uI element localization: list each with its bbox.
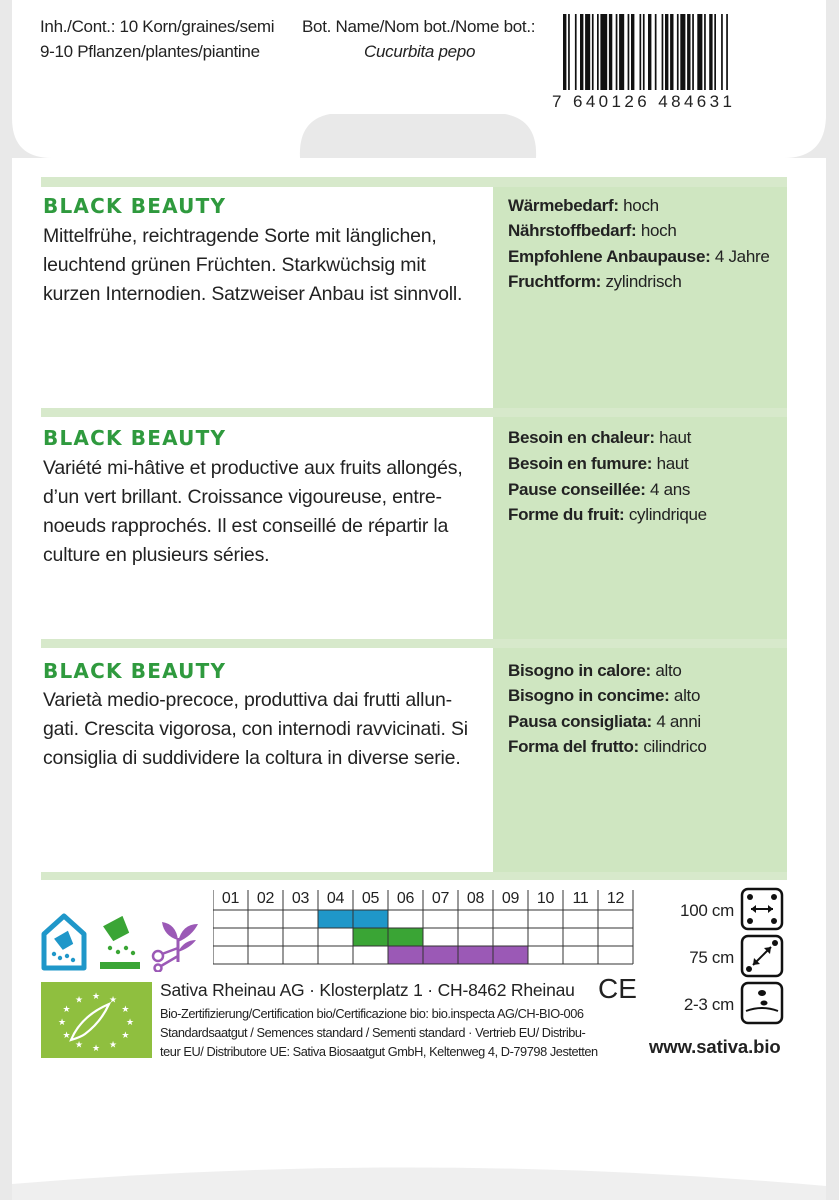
barcode-number: 7 640126 484631	[552, 92, 736, 111]
property-row: Nährstoffbedarf: hoch	[508, 221, 677, 240]
property-row: Besoin en chaleur: haut	[508, 428, 692, 447]
month-label: 07	[431, 890, 450, 907]
svg-text:★: ★	[91, 1044, 101, 1054]
standard-seed-line: Standardsaatgut / Semences standard / Sementi standard · Vertrieb EU/ Distribu-	[160, 1025, 586, 1040]
svg-text:★: ★	[74, 995, 84, 1006]
distributor-line: teur EU/ Distributore UE: Sativa Biosaatgut GmbH, Keltenweg 4, D-79798 Jestetten	[160, 1044, 598, 1059]
svg-text:★: ★	[121, 1031, 130, 1041]
svg-text:★: ★	[125, 1018, 135, 1028]
section-divider-4	[41, 872, 787, 880]
variety-description-fr: Variété mi-hâtive et productive aux fruits allongés, d’un vert brillant. Croissance vigoureuse, entre-noeuds rapprochés. Il est conseillé de répartir la culture en plusieurs séries.	[43, 457, 463, 566]
contents-line-2: 9-10 Pflanzen/plantes/piantine	[40, 42, 260, 61]
svg-text:★: ★	[62, 1031, 71, 1041]
sowing-depth-label: 2-3 cm	[683, 995, 734, 1014]
month-label: 11	[572, 890, 589, 907]
svg-text:★: ★	[74, 1040, 84, 1051]
botanical-name: Cucurbita pepo	[364, 42, 476, 61]
month-label: 12	[606, 890, 625, 907]
section-divider-2	[41, 408, 787, 417]
month-label: 03	[291, 890, 310, 907]
section-divider-1	[41, 177, 787, 187]
month-label: 05	[361, 890, 380, 907]
property-row: Pausa consigliata: 4 anni	[508, 712, 701, 731]
property-row: Bisogno in concime: alto	[508, 686, 701, 705]
outdoor-sowing-icon	[98, 916, 142, 972]
sowing-depth-icon	[740, 981, 784, 1025]
month-label: 06	[396, 890, 415, 907]
harvest-icon	[148, 912, 204, 972]
month-label: 01	[221, 890, 240, 907]
property-row: Besoin en fumure: haut	[508, 454, 689, 473]
property-row: Forma del frutto: cilindrico	[508, 737, 707, 756]
month-label: 10	[536, 890, 555, 907]
certification-line: Bio-Zertifizierung/Certification bio/Certificazione bio: bio.inspecta AG/CH-BIO-006	[160, 1006, 584, 1021]
greenhouse-sowing-icon	[40, 912, 88, 972]
sowing-calendar-grid	[213, 888, 635, 972]
variety-description-de: Mittelfrühe, reichtragende Sorte mit länglichen, leuchtend grünen Früchten. Starkwüchsig mit kurzen Internodien. Satzweiser Anbau ist sinnvoll.	[43, 225, 463, 305]
plant-spacing-icon	[740, 934, 784, 978]
row-spacing-icon	[740, 887, 784, 931]
plant-spacing-label: 75 cm	[689, 948, 734, 967]
barcode	[563, 14, 783, 90]
svg-text:★: ★	[108, 1040, 118, 1051]
month-label: 02	[256, 890, 275, 907]
property-row: Empfohlene Anbaupause: 4 Jahre	[508, 247, 770, 266]
variety-description-it: Varietà medio-precoce, produttiva dai frutti allun-gati. Crescita vigorosa, con internodi ravvicinati. Si consiglia di suddividere la coltura in diverse serie.	[43, 689, 468, 769]
eu-organic-logo	[41, 982, 152, 1058]
property-row: Bisogno in calore: alto	[508, 661, 682, 680]
ce-mark: CE	[598, 973, 637, 1004]
variety-title-fr: BLACK BEAUTY	[43, 426, 227, 450]
month-label: 09	[501, 890, 520, 907]
section-divider-3	[41, 639, 787, 648]
svg-text:★: ★	[62, 1005, 71, 1015]
svg-text:★: ★	[91, 992, 101, 1002]
property-row: Forme du fruit: cylindrique	[508, 505, 707, 524]
company-address: Sativa Rheinau AG · Klosterplatz 1 · CH-8462 Rheinau	[160, 980, 575, 1000]
property-row: Wärmebedarf: hoch	[508, 196, 659, 215]
month-label: 04	[326, 890, 345, 907]
month-label: 08	[466, 890, 485, 907]
variety-title-it: BLACK BEAUTY	[43, 659, 227, 683]
variety-title-de: BLACK BEAUTY	[43, 194, 227, 218]
row-spacing-label: 100 cm	[680, 901, 734, 920]
svg-text:★: ★	[57, 1018, 67, 1028]
property-row: Fruchtform: zylindrisch	[508, 272, 682, 291]
botanical-name-label: Bot. Name/Nom bot./Nome bot.:	[302, 17, 536, 36]
property-row: Pause conseillée: 4 ans	[508, 480, 691, 499]
contents-line-1: Inh./Cont.: 10 Korn/graines/semi	[40, 17, 275, 36]
website-link[interactable]: www.sativa.bio	[649, 1036, 781, 1057]
svg-text:★: ★	[121, 1005, 130, 1015]
svg-text:★: ★	[108, 995, 118, 1006]
